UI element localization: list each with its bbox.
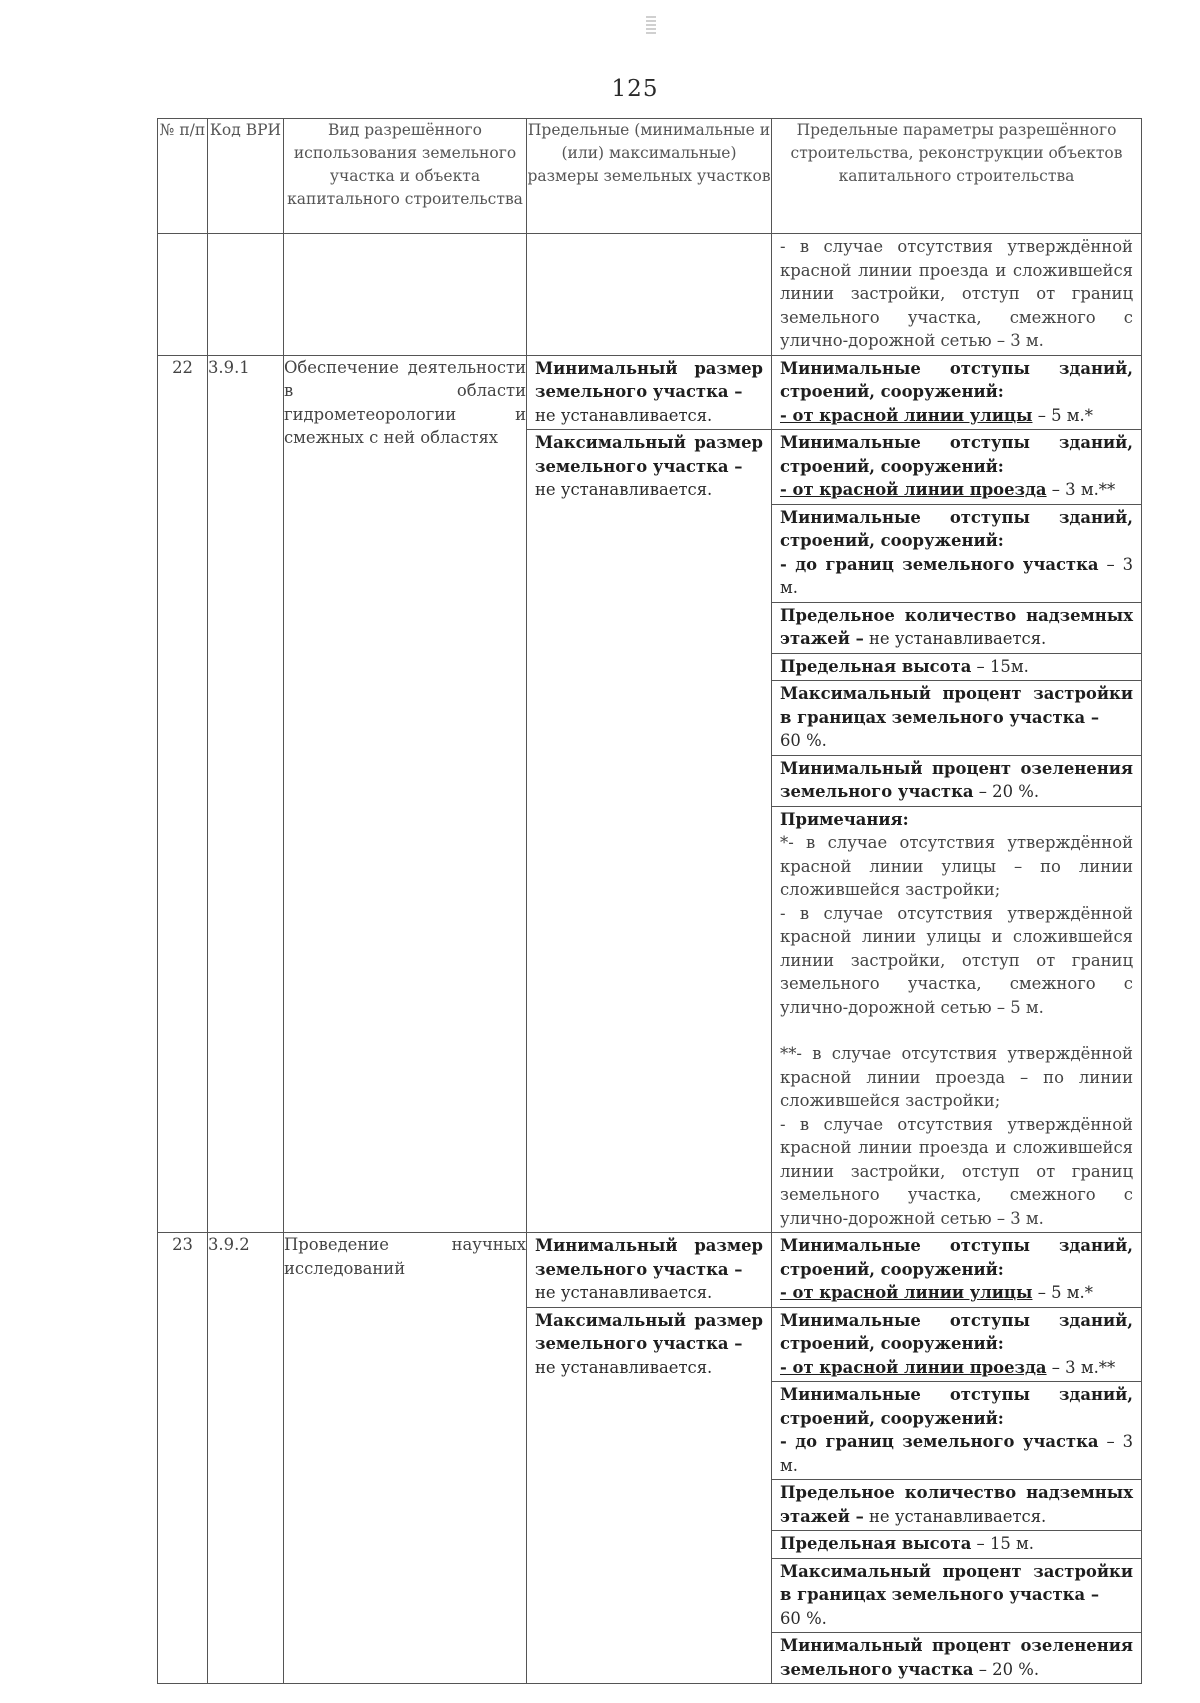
max-size-label: Максимальный размер земельного участка – — [535, 433, 763, 476]
floors-limit — [772, 1480, 1141, 1531]
setback-label: Минимальные отступы зданий, строений, сооружений: — [780, 358, 1133, 401]
cell-continuation — [772, 234, 1142, 356]
cell-empty — [208, 234, 284, 356]
coverage-label: Максимальный процент застройки в границах земельного участка – — [780, 1561, 1133, 1604]
setback-line: - от красной линии улицы — [780, 405, 1033, 425]
greening-value: – 20 %. — [973, 1659, 1040, 1679]
note-item: - в случае отсутствия утверждённой красной линии проезда и сложившейся линии застройки, отступ от границ земельного участка, смежного с улично-дорожной сетью – 3 м. — [780, 1114, 1133, 1228]
setback-value: – 5 м.* — [1032, 1283, 1093, 1302]
greening-value: – 20 %. — [973, 782, 1040, 801]
greening-limit — [772, 756, 1141, 807]
floors-value: не устанавливается. — [863, 629, 1047, 648]
setback-passage — [772, 1308, 1141, 1383]
page-number: 125 — [611, 76, 659, 102]
header-number: № п/п — [158, 119, 208, 234]
cell-empty — [158, 234, 208, 356]
setback-line: - от красной линии проезда — [780, 1357, 1047, 1377]
greening-label: Минимальный процент озеленения земельного участка — [780, 1636, 1133, 1679]
setback-value: – 3 м. — [780, 554, 1134, 597]
note-item: *- в случае отсутствия утверждённой красной линии улицы – по линии сложившейся застройки; — [780, 833, 1133, 899]
setback-line: - до границ земельного участка — [780, 1432, 1099, 1451]
setback-line: - до границ земельного участка — [780, 554, 1099, 574]
coverage-value: 60 %. — [780, 1608, 827, 1628]
setback-street — [772, 1233, 1141, 1308]
min-size-value: не устанавливается. — [535, 405, 713, 425]
floors-limit — [772, 603, 1141, 654]
row-number: 23 — [158, 1233, 208, 1684]
floors-label: Предельное количество надземных этажей – — [780, 605, 1133, 648]
setback-street — [772, 356, 1141, 431]
min-size-label: Минимальный размер земельного участка – — [535, 1236, 763, 1279]
setback-border — [772, 1382, 1141, 1480]
row-build-params — [772, 355, 1142, 1233]
continuation-note: - в случае отсутствия утверждённой красной линии проезда и сложившейся линии застройки, отступ от границ земельного участка, смежного с улично-дорожной сетью – 3 м. — [780, 237, 1133, 350]
min-plot-size — [527, 1233, 771, 1308]
scan-artifact — [646, 16, 656, 34]
row-use-type: Обеспечение деятельности в области гидрометеорологии и смежных с ней областях — [284, 355, 527, 1233]
floors-value: не устанавливается. — [863, 1506, 1047, 1526]
setback-border — [772, 505, 1141, 603]
row-use-type: Проведение научных исследований — [284, 1233, 527, 1684]
row-number: 22 — [158, 355, 208, 1233]
note-item: - в случае отсутствия утверждённой красной линии улицы и сложившейся линии застройки, отступ от границ земельного участка, смежного с улично-дорожной сетью – 5 м. — [780, 903, 1133, 1017]
setback-label: Минимальные отступы зданий, строений, сооружений: — [780, 507, 1133, 550]
height-value: – 15м. — [971, 656, 1029, 676]
greening-limit — [772, 1633, 1141, 1683]
note-item: **- в случае отсутствия утверждённой красной линии проезда – по линии сложившейся застройки; — [780, 1044, 1133, 1110]
max-size-value: не устанавливается. — [535, 480, 713, 499]
height-limit — [772, 654, 1141, 682]
cell-empty — [284, 234, 527, 356]
max-plot-size — [527, 1308, 771, 1382]
height-label: Предельная высота — [780, 656, 972, 676]
max-size-label: Максимальный размер земельного участка – — [535, 1310, 763, 1353]
setback-value: – 3 м.** — [1046, 480, 1116, 499]
greening-label: Минимальный процент озеленения земельного участка — [780, 758, 1133, 801]
coverage-value: 60 %. — [780, 731, 827, 750]
notes — [772, 807, 1141, 1233]
header-plot-sizes: Предельные (минимальные и (или) максимальные) размеры земельных участков — [527, 119, 772, 234]
min-plot-size — [527, 356, 771, 431]
max-size-value: не устанавливается. — [535, 1357, 713, 1377]
table-row — [158, 1233, 1142, 1684]
height-limit — [772, 1531, 1141, 1559]
table-row — [158, 355, 1142, 1233]
header-code: Код ВРИ — [208, 119, 284, 234]
max-plot-size — [527, 430, 771, 504]
notes-title: Примечания: — [780, 809, 909, 829]
setback-line: - от красной линии улицы — [780, 1283, 1033, 1302]
min-size-label: Минимальный размер земельного участка – — [535, 358, 763, 401]
header-build-params: Предельные параметры разрешённого строительства, реконструкции объектов капитального строительства — [772, 119, 1142, 234]
coverage-label: Максимальный процент застройки в границах земельного участка – — [780, 684, 1133, 727]
setback-label: Минимальные отступы зданий, строений, сооружений: — [780, 1310, 1133, 1353]
height-label: Предельная высота — [780, 1534, 972, 1553]
row-plot-sizes — [527, 1233, 772, 1684]
setback-passage — [772, 430, 1141, 505]
row-code: 3.9.1 — [208, 355, 284, 1233]
setback-label: Минимальные отступы зданий, строений, сооружений: — [780, 1236, 1133, 1279]
height-value: – 15 м. — [971, 1534, 1034, 1553]
floors-label: Предельное количество надземных этажей – — [780, 1483, 1133, 1526]
regulations-table — [157, 118, 1142, 1684]
header-use-type: Вид разрешённого использования земельного участка и объекта капитального строительства — [284, 119, 527, 234]
table-header-row — [158, 119, 1142, 234]
row-build-params — [772, 1233, 1142, 1684]
cell-empty — [527, 234, 772, 356]
row-plot-sizes — [527, 355, 772, 1233]
setback-label: Минимальные отступы зданий, строений, сооружений: — [780, 1385, 1133, 1428]
table-row-continuation — [158, 234, 1142, 356]
min-size-value: не устанавливается. — [535, 1283, 713, 1302]
setback-value: – 3 м. — [780, 1432, 1134, 1475]
setback-line: - от красной линии проезда — [780, 480, 1047, 499]
setback-label: Минимальные отступы зданий, строений, сооружений: — [780, 433, 1133, 476]
row-code: 3.9.2 — [208, 1233, 284, 1684]
coverage-limit — [772, 681, 1141, 756]
setback-value: – 5 м.* — [1032, 405, 1093, 425]
coverage-limit — [772, 1559, 1141, 1634]
setback-value: – 3 м.** — [1046, 1357, 1116, 1377]
